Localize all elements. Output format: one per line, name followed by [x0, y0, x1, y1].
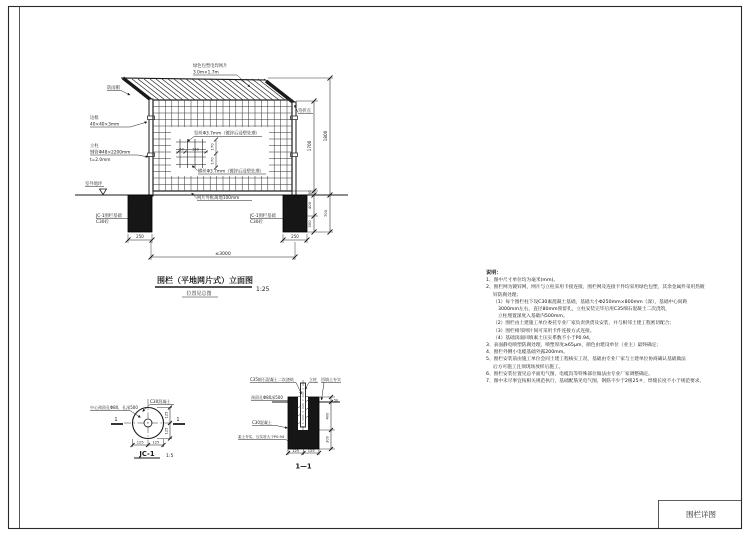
reserved-hole-label: 预留孔Φ80深500	[251, 395, 283, 400]
note-line: （4）基础顶面回填素土压实系数不小于P0.94。	[493, 335, 594, 341]
compacted-soil-label: 素土夯实，压实度大于P0.94	[238, 435, 285, 439]
bent-top-band	[121, 78, 294, 103]
dim-1700: 1700	[307, 140, 312, 152]
wire-detail-callout	[171, 127, 269, 176]
post-label-2: 钢管Φ48×2200mm	[90, 150, 131, 156]
dim-150: 150	[192, 147, 199, 152]
sheet-frame	[9, 7, 742, 529]
horizontal-wire-label: 横丝Φ3.7mm（镀锌后浸塑处理）	[198, 169, 264, 175]
section-cut-number-left: 1	[114, 417, 118, 423]
dim-300: 300	[307, 220, 312, 228]
notes-block	[486, 270, 738, 385]
note-line: 6、围栏安装位置见总平面电气图，电缆沟等特殊部位做法由专业厂家调整确定。	[486, 371, 654, 377]
s11-dim-50: 50	[334, 398, 339, 403]
note-line: 7、图中未尽事宜按相关规范执行，基础配筋见电气图，钢筋不少于2根25＃，焊缝长度不小于规范要求。	[486, 379, 705, 385]
frame-label-1: 边框	[90, 116, 99, 121]
s11-dim-300: 300	[325, 436, 330, 443]
bend-point-label: 弯折点	[298, 109, 311, 114]
view-subtitle: 位置见总图	[186, 291, 212, 297]
section-title: 1—1	[295, 462, 312, 471]
post-label-3: t=2.0mm	[90, 158, 111, 163]
footing-right-label-2: C30砼	[250, 220, 263, 225]
note-line: 后方可施工且须现场放样后施工。	[493, 364, 564, 370]
post-label-1: 立柱	[90, 144, 99, 149]
dim-50: 50	[179, 147, 184, 152]
jc1-detail	[90, 398, 185, 459]
dim-250-right: 250	[291, 234, 299, 239]
jc1-scale: 1:5	[166, 454, 174, 459]
dim-250-left: 250	[136, 234, 144, 239]
c35-grout-label: C35细石混凝土二次浇筑	[250, 377, 294, 382]
center-hole-label: 中心预留孔Φ80，孔深500	[90, 405, 138, 410]
dim-span-3000: ≤3000	[215, 252, 231, 257]
bottom-gap-label: 网片外框离地100mm	[197, 196, 240, 201]
note-line: 3000mm左右，直径80mm预留孔，立柱安装完毕后用C35细石混凝土二次浇筑，	[498, 307, 670, 313]
vertical-wire-label: 竖丝Φ3.7mm（镀锌后浸塑处理）	[194, 131, 260, 137]
dim-1800: 1800	[323, 130, 328, 142]
c30-concrete-label-2: C30混凝土	[252, 420, 272, 425]
ground-label: 室外地坪	[85, 182, 103, 187]
note-line: （3）围栏相邻网片间可采用卡件连接方式连接。	[493, 328, 595, 334]
note-line: （1）每个围栏柱下设C30素混凝土基础，基础大小Φ250mm×800mm（深），基础中心间距	[493, 299, 688, 305]
section-1-1-detail	[238, 376, 341, 471]
left-footing	[128, 195, 152, 232]
mesh-label-1: 绿色包塑电焊网片	[193, 64, 228, 69]
view-scale: 1:25	[256, 286, 270, 293]
note-line: 锌防腐处理；	[493, 292, 522, 298]
note-line: （2）围栏由土建施工单位委托专业厂家负责供货及安装，并与相邻土建工程密切配合；	[493, 321, 675, 327]
footing-left-label-1: JC-1围栏基础	[96, 214, 122, 219]
dim-400: 400	[307, 201, 312, 210]
right-footing	[283, 195, 307, 232]
jc1-dim-bottom-1: 125	[136, 440, 144, 445]
footing-right-label-1: JC-1围栏基础	[250, 214, 276, 219]
c30-concrete-label: C30混凝土	[150, 399, 171, 404]
dim-gap-50: 50	[308, 190, 312, 195]
jc1-dim-right-1: 125	[164, 411, 169, 419]
view-title: 围栏（平地网片式）立面图	[157, 276, 253, 285]
note-line: 立柱埋置深度入基础内500mm。	[498, 314, 568, 320]
dim-170-b: 170	[209, 157, 215, 165]
footing-left-label-2: C30砼	[96, 220, 109, 225]
backfill-label: 回填土夯实	[321, 377, 341, 382]
ground-level-symbol	[100, 189, 107, 195]
elevation-title	[155, 275, 270, 297]
note-line: 4、围栏外侧小电缆基础外露200mm。	[486, 350, 568, 356]
section-cut-number-right: 1	[176, 417, 180, 423]
s11-dim-bottom-2: 125	[307, 448, 315, 453]
notes-heading: 说明：	[486, 270, 502, 276]
note-line: 2、围栏网为镀锌网，网片与立柱采用卡接连接，围栏网及连接卡件均采用绿色包塑，其余金属件采用热镀	[486, 285, 705, 291]
s11-dim-400: 400	[325, 412, 330, 420]
elevation-view	[75, 62, 348, 297]
note-line: 1、图中尺寸单位均为毫米(mm)。	[486, 278, 559, 284]
post-callout-label: 立柱	[309, 377, 317, 382]
jc1-dim-bottom-2: 125	[152, 440, 160, 445]
cap-label: 防雨帽	[107, 86, 120, 91]
sheet-title: 围栏详图	[686, 510, 716, 519]
jc1-title: JC-1	[139, 450, 155, 458]
frame-label-2: 40×40×3mm	[90, 122, 120, 128]
mesh-label-2: 3.0m×1.7m	[193, 70, 219, 76]
dim-170-a: 170	[209, 143, 215, 151]
s11-dim-bottom-1: 125	[292, 448, 300, 453]
note-line: 3、表面静电喷塑防腐处理，喷塑厚度≥65μm，颜色由建设单位（业主）最终确定；	[486, 343, 662, 349]
dim-700: 700	[323, 209, 328, 218]
jc1-dim-right-2: 125	[164, 427, 169, 435]
note-line: 5、围栏安装前由施工单位会同土建工程核实工况，基础由专业厂家与土建单位协商确认基础做法	[486, 357, 686, 363]
